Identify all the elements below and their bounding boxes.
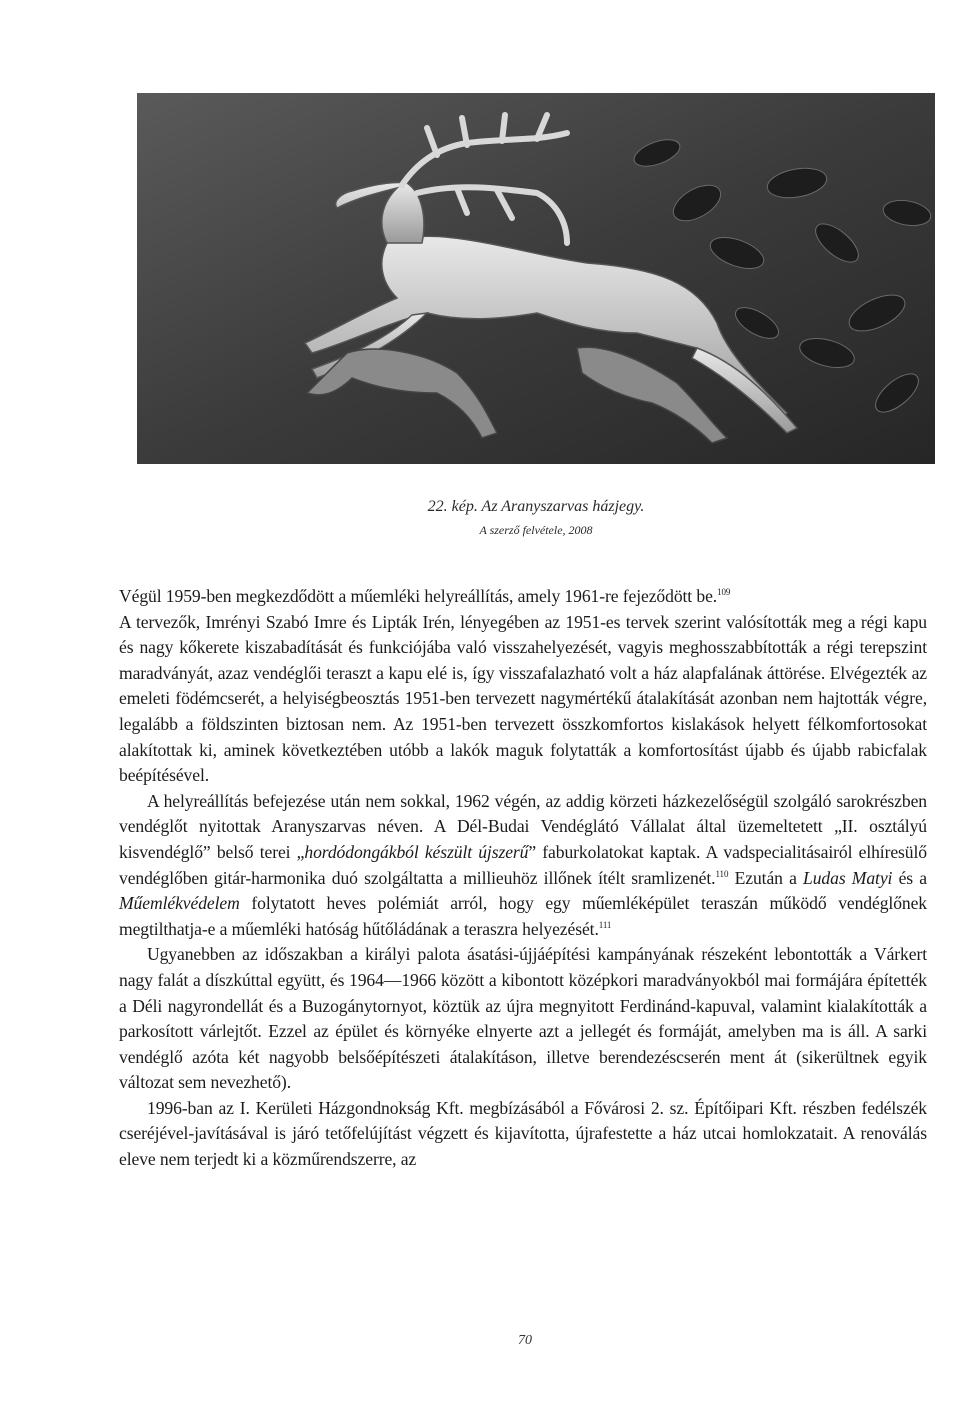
figure-caption: 22. kép. Az Aranyszarvas házjegy. — [427, 498, 645, 515]
paragraph-3-part-1: A helyreállítás befejezése után nem sokkal, 1962 végén, az addig körzeti házkezelőségül szolgáló sarokrészben vendéglőt nyitottak Aranyszarvas néven. A Dél-Budai Vendéglátó Vállalat által üzemeltetett „II. osztályú kisvendéglő” belső terei „ — [119, 790, 927, 862]
paragraph-2: A tervezők, Imrényi Szabó Imre és Lipták Irén, lényegében az 1951-es tervek szerint valósították meg a régi kapu és nagy kőkerete kiszabadítását és funkciójába való visszahelyezését, vagyis meghosszabbították a régi terepszint maradványát, azaz vendéglői teraszt a kapu elé is, így visszafalazható volt a ház alapfalának áttörése. Elvégezték az emeleti födémcserét, a helyiségbeosztás 1951-ben tervezett nagymértékű átalakítását azonban nem hajtották végre, legalább a földszinten biztosan nem. Az 1951-ben tervezett összkomfortos kislakások helyett félkomfortosokat alakítottak ki, aminek következtében utóbb a lakók maguk folytatták a komfortosítást újabb és újabb rabicfalak beépítésével. — [119, 611, 927, 786]
relief-photo — [137, 93, 935, 464]
paragraph-3-part-5: folytatott heves polémiát arról, hogy egy műemléképület teraszán működő vendéglőnek megtilthatja-e a műemléki hatóság hűtőládának a teraszra helyezését. — [119, 893, 927, 939]
footnote-ref-109: 109 — [717, 587, 731, 597]
paragraph-5: 1996-ban az I. Kerületi Házgondnokság Kft. megbízásából a Fővárosi 2. sz. Építőipari Kft. részben fedélszék cseréjével-javításával is járó tetőfelújítást végzett és kijavította, újrafestette a ház utcai homlokzatait. A renoválás eleve nem terjedt ki a közműrendszerre, az — [119, 1097, 927, 1170]
paragraph-3 — [119, 789, 927, 943]
footnote-ref-110: 110 — [715, 868, 729, 879]
deer-relief-image — [137, 93, 935, 464]
paragraph-3-part-2: ” faburkolatokat kaptak. A vadspecialitásairól elhíresülő vendéglőben gitár-harmonika duó szolgáltatta a millieuhöz illőnek ítélt sramlizenét. — [119, 841, 927, 888]
paragraph-1 — [119, 584, 927, 610]
title-muemlekvedelem: Műemlékvédelem — [119, 893, 240, 914]
title-ludas-matyi: Ludas Matyi — [803, 867, 893, 888]
page-number: 70 — [518, 1333, 532, 1348]
paragraph-3-part-4: és a — [892, 867, 928, 888]
figure-credit: A szerző felvétele, 2008 — [479, 523, 593, 537]
paragraph-3-part-3: Ezután a — [728, 867, 804, 888]
footnote-ref-111: 111 — [598, 919, 612, 930]
paragraph-4: Ugyanebben az időszakban a királyi palota ásatási-újjáépítési kampányának részeként lebontották a Várkert nagy falát a díszkúttal együtt, és 1964—1966 között a kibontott középkori maradványokból mai formájára építették a Déli nagyrondellát és a Buzogánytornyot, köztük az újra megnyitott Ferdinánd-kapuval, valamint kialakították a parkosított várlejtőt. Ezzel az épület és környéke elnyerte azt a jellegét és formáját, amelyben ma is áll. A sarki vendéglő azóta két nagyobb belsőépítészeti átalakításon, illetve berendezéscserén ment át (sikerültnek egyik változat sem nevezhető). — [119, 944, 927, 1093]
quote-hordodongakbol: hordódongákból készült újszerű — [304, 841, 529, 862]
paragraph-1-text: Végül 1959-ben megkezdődött a műemléki helyreállítás, amely 1961-re fejeződött be. — [119, 586, 718, 606]
body-text — [119, 584, 927, 1173]
